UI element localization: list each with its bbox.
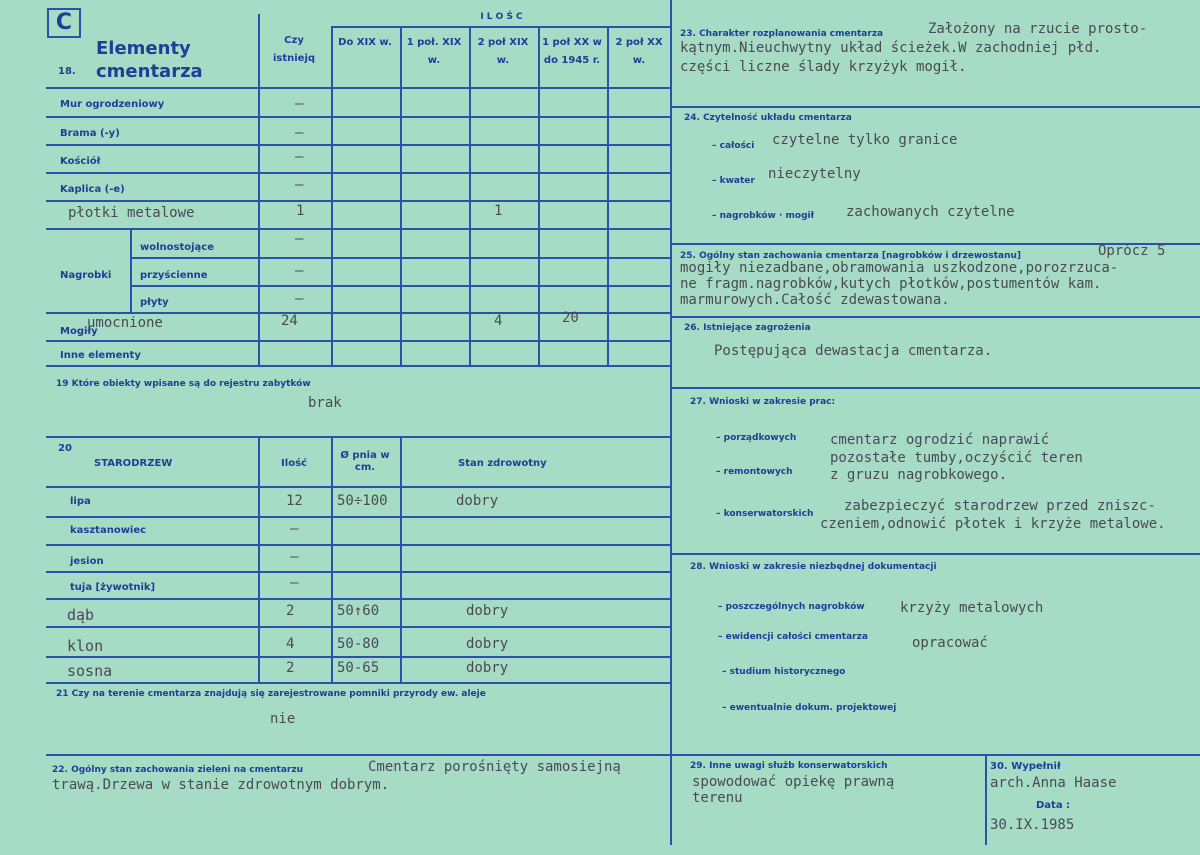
tree-qty: –: [290, 549, 299, 565]
rule: [672, 387, 1200, 389]
section-22-line2: trawą.Drzewa w stanie zdrowotnym dobrym.: [52, 777, 390, 793]
tree-state: dobry: [466, 660, 509, 676]
section-22-label: 22. Ogólny stan zachowania zieleni na cmentarzu: [52, 765, 303, 775]
rule: [46, 626, 671, 628]
section-27-porzadkowych: – porządkowych: [716, 433, 797, 443]
rule: [46, 116, 671, 118]
section-27-text-2: pozostałe tumby,oczyścić teren: [830, 450, 1083, 466]
section-23-label: 23. Charakter rozplanowania cmentarza: [680, 29, 884, 39]
header-2pol-xix: 2 poł XIX w.: [477, 37, 529, 66]
rule: [672, 316, 1200, 318]
section-28-item-value: krzyży metalowych: [900, 600, 1044, 616]
mogily-1pol-xx: 20: [562, 310, 579, 326]
nagrobki-row-czy: –: [295, 231, 304, 247]
section-29-line2: terenu: [692, 790, 743, 806]
rule: [46, 365, 671, 367]
inne-elementy-label: Inne elementy: [60, 350, 141, 361]
mogily-label: Mogiły: [60, 326, 98, 337]
section-28-item-label: – ewidencji całości cmentarza: [718, 632, 868, 642]
section-24-item-label: – kwater: [712, 176, 755, 186]
row-label: Kaplica (-e): [60, 184, 125, 195]
tree-state: dobry: [466, 603, 509, 619]
section-23-line3: części liczne ślady krzyżyk mogił.: [680, 59, 967, 75]
header-stan: Stan zdrowotny: [458, 458, 547, 469]
row-czy: –: [295, 149, 304, 165]
tree-name: klon: [67, 637, 104, 655]
section-25-label: 25. Ogólny stan zachowania cmentarza [nagrobków i drzewostanu]: [680, 251, 1021, 261]
section-28-item-label: – ewentualnie dokum. projektowej: [722, 703, 897, 713]
rule: [46, 571, 671, 573]
rule: [670, 0, 672, 845]
rule: [46, 656, 671, 658]
section-30-label: 30. Wypełnił: [990, 761, 1061, 772]
section-28-item-label: – poszczególnych nagrobków: [718, 602, 865, 612]
section-27-text-1: cmentarz ogrodzić naprawić: [830, 432, 1050, 448]
section-28-item-label: – studium historycznego: [722, 667, 846, 677]
tree-qty: –: [290, 575, 299, 591]
row-label: Kościół: [60, 156, 101, 167]
section-26-value: Postępująca dewastacja cmentarza.: [714, 343, 993, 359]
tree-qty: –: [290, 521, 299, 537]
mogily-2pol-xix: 4: [494, 313, 503, 329]
rule: [46, 516, 671, 518]
section-23-line1: Założony na rzucie prosto-: [928, 21, 1148, 37]
section-18-number: 18.: [58, 66, 76, 77]
section-24-item-label: – nagrobków · mogił: [712, 211, 814, 221]
section-30-date-label: Data :: [1036, 800, 1071, 811]
card-letter: C: [55, 10, 73, 35]
section-29-line1: spowodować opiekę prawną: [692, 774, 895, 790]
tree-diam: 50÷100: [337, 493, 388, 509]
mogily-czy: 24: [281, 313, 298, 329]
section-24-item-value: zachowanych czytelne: [846, 204, 1015, 220]
section-27-konserwatorskich: – konserwatorskich: [716, 509, 814, 519]
tree-qty: 12: [286, 493, 303, 509]
section-26-label: 26. Istniejące zagrożenia: [684, 323, 811, 333]
section-30-date: 30.IX.1985: [990, 817, 1075, 833]
rule: [46, 228, 671, 230]
rule: [258, 437, 260, 683]
section-24-item-label: – całości: [712, 141, 755, 151]
row-value-2pol-xix: 1: [494, 203, 503, 219]
section-18-title-2: cmentarza: [96, 61, 203, 82]
section-19-label: 19 Które obiekty wpisane są do rejestru zabytków: [56, 379, 311, 389]
nagrobki-row-czy: –: [295, 291, 304, 307]
section-21-label: 21 Czy na terenie cmentarza znajdują się zarejestrowane pomniki przyrody ew. aleje: [56, 689, 486, 699]
section-25-line2: mogiły niezadbane,obramowania uszkodzone,porozrzuca-: [680, 260, 1119, 276]
rule: [46, 544, 671, 546]
section-20-number: 20: [58, 443, 72, 454]
rule: [469, 26, 471, 366]
row-label-typed: płotki metalowe: [68, 205, 195, 221]
tree-name: kasztanowiec: [70, 525, 147, 536]
row-label: Mur ogrodzeniowy: [60, 99, 165, 110]
section-25-line3: ne fragm.nagrobków,kutych płotków,postumentów kam.: [680, 276, 1102, 292]
section-27-remontowych: – remontowych: [716, 467, 793, 477]
tree-name: dąb: [67, 606, 95, 624]
tree-qty: 4: [286, 636, 295, 652]
section-27-text-3: z gruzu nagrobkowego.: [830, 467, 1008, 483]
section-30-name: arch.Anna Haase: [990, 775, 1117, 791]
section-21-value: nie: [270, 711, 296, 727]
rule: [46, 172, 671, 174]
card-letter-box: [47, 8, 81, 38]
row-czy: 1: [296, 203, 305, 219]
section-27-text-4: zabezpieczyć starodrzew przed zniszc-: [844, 498, 1156, 514]
tree-name: jesion: [70, 556, 104, 567]
rule: [46, 682, 671, 684]
rule: [985, 755, 987, 845]
header-czy-istnieja: Czy istniejq: [272, 35, 316, 64]
row-label: Brama (-y): [60, 128, 120, 139]
rule: [258, 14, 260, 366]
rule: [332, 26, 671, 28]
section-28-item-value: opracować: [912, 635, 988, 651]
rule: [331, 26, 333, 366]
tree-state: dobry: [456, 493, 499, 509]
header-starodrzew: STARODRZEW: [94, 458, 173, 469]
row-czy: –: [295, 96, 304, 112]
rule: [400, 437, 402, 683]
nagrobki-label: Nagrobki: [60, 270, 112, 281]
tree-name: tuja [żywotnik]: [70, 582, 156, 593]
rule: [672, 553, 1200, 555]
header-1pol-xix: 1 poł. XIX w.: [406, 37, 462, 66]
mogily-typed: umocnione: [87, 315, 163, 331]
rule: [672, 754, 1200, 756]
rule: [130, 229, 132, 313]
section-18-title-1: Elementy: [96, 38, 191, 59]
row-czy: –: [295, 125, 304, 141]
header-1pol-xx: 1 poł XX w do 1945 r.: [542, 37, 602, 66]
row-czy: –: [295, 177, 304, 193]
rule: [46, 436, 671, 438]
rule: [607, 26, 609, 366]
section-22-line1: Cmentarz porośnięty samosiejną: [368, 759, 621, 775]
section-25-line1: Oprócz 5: [1098, 243, 1166, 259]
tree-diam: 50-80: [337, 636, 380, 652]
rule: [46, 340, 671, 342]
rule: [46, 754, 671, 756]
tree-name: sosna: [67, 662, 113, 680]
section-24-item-value: czytelne tylko granice: [772, 132, 958, 148]
rule: [46, 87, 671, 89]
section-24-label: 24. Czytelność układu cmentarza: [684, 113, 852, 123]
rule: [46, 200, 671, 202]
header-do-xix: Do XIX w.: [338, 37, 392, 48]
rule: [46, 598, 671, 600]
rule: [46, 144, 671, 146]
rule: [538, 26, 540, 366]
header-pien: Ø pnia w cm.: [340, 450, 390, 473]
tree-qty: 2: [286, 660, 295, 676]
tree-qty: 2: [286, 603, 295, 619]
section-24-item-value: nieczytelny: [768, 166, 861, 182]
section-19-value: brak: [308, 395, 342, 411]
nagrobki-row-czy: –: [295, 263, 304, 279]
tree-diam: 50↑60: [337, 603, 380, 619]
section-23-line2: kątnym.Nieuchwytny układ ścieżek.W zachodniej płd.: [680, 40, 1102, 56]
nagrobki-row-label: wolnostojące: [140, 242, 215, 253]
header-2pol-xx: 2 poł XX w.: [615, 37, 663, 66]
section-28-label: 28. Wnioski w zakresie niezbędnej dokumentacji: [690, 562, 937, 572]
tree-state: dobry: [466, 636, 509, 652]
header-ilosc: I L O Ś C: [480, 12, 523, 22]
rule: [400, 26, 402, 366]
header-ilosc-20: Ilość: [281, 458, 307, 469]
nagrobki-row-label: płyty: [140, 297, 169, 308]
rule: [331, 437, 333, 683]
tree-name: lipa: [70, 496, 91, 507]
nagrobki-row-label: przyścienne: [140, 270, 208, 281]
section-27-text-5: czeniem,odnowić płotek i krzyże metalowe.: [820, 516, 1166, 532]
tree-diam: 50-65: [337, 660, 380, 676]
rule: [46, 486, 671, 488]
section-29-label: 29. Inne uwagi służb konserwatorskich: [690, 761, 888, 771]
section-25-line4: marmurowych.Całość zdewastowana.: [680, 292, 950, 308]
rule: [672, 106, 1200, 108]
section-27-label: 27. Wnioski w zakresie prac:: [690, 397, 836, 407]
